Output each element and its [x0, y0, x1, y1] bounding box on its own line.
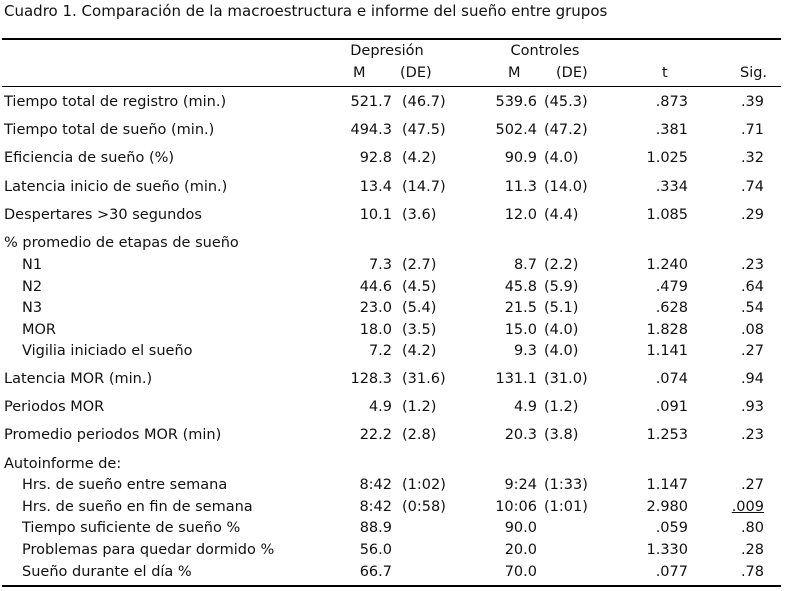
cell-t: 1.085 [646, 207, 688, 223]
cell-sig: .08 [740, 322, 764, 338]
cell-m1: 66.7 [359, 564, 392, 580]
cell-m2: 12.0 [504, 207, 537, 223]
cell-de2: (45.3) [544, 94, 588, 110]
cell-t: 1.253 [646, 427, 688, 443]
header-rule [2, 86, 781, 87]
cell-sig: .78 [740, 564, 764, 580]
cell-de1: (5.4) [402, 300, 437, 316]
cell-sig: .80 [740, 520, 764, 536]
cell-de2: (2.2) [544, 257, 579, 273]
col-header-m2: M [508, 65, 521, 81]
cell-m1: 92.8 [359, 150, 392, 166]
cell-m2: 502.4 [495, 122, 537, 138]
cell-m2: 4.9 [513, 399, 537, 415]
cell-sig: .29 [740, 207, 764, 223]
cell-t: .059 [655, 520, 688, 536]
cell-t: .479 [655, 279, 688, 295]
row-label: Vigilia iniciado el sueño [22, 343, 193, 359]
cell-m2: 70.0 [504, 564, 537, 580]
cell-de2: (5.9) [544, 279, 579, 295]
cell-m1: 44.6 [359, 279, 392, 295]
cell-de1: (3.5) [402, 322, 437, 338]
cell-m1: 4.9 [368, 399, 392, 415]
row-label: Promedio periodos MOR (min) [4, 427, 222, 443]
cell-m2: 15.0 [504, 322, 537, 338]
row-label: Tiempo total de registro (min.) [4, 94, 227, 110]
cell-m2: 9.3 [513, 343, 537, 359]
row-label: Despertares >30 segundos [4, 207, 202, 223]
cell-sig: .64 [740, 279, 764, 295]
cell-t: .628 [655, 300, 688, 316]
row-label: Latencia inicio de sueño (min.) [4, 179, 228, 195]
row-label: Problemas para quedar dormido % [22, 542, 275, 558]
cell-sig: .23 [740, 257, 764, 273]
table-caption: Cuadro 1. Comparación de la macroestructura e informe del sueño entre grupos [4, 2, 608, 20]
row-label: N3 [22, 300, 43, 316]
row-label: Tiempo suficiente de sueño % [22, 520, 241, 536]
row-label: Hrs. de sueño entre semana [22, 477, 228, 493]
cell-t: 1.240 [646, 257, 688, 273]
cell-m2: 90.0 [504, 520, 537, 536]
bottom-rule [2, 585, 781, 587]
cell-m2: 539.6 [495, 94, 537, 110]
cell-t: .381 [655, 122, 688, 138]
cell-sig: .27 [740, 343, 764, 359]
cell-t: 1.330 [646, 542, 688, 558]
cell-sig: .32 [740, 150, 764, 166]
row-label: Tiempo total de sueño (min.) [4, 122, 215, 138]
row-label: Eficiencia de sueño (%) [4, 150, 175, 166]
cell-t: .077 [655, 564, 688, 580]
col-header-sig: Sig. [740, 65, 768, 81]
cell-sig: .54 [740, 300, 764, 316]
cell-m1: 88.9 [359, 520, 392, 536]
cell-m2: 9:24 [504, 477, 537, 493]
cell-t: .074 [655, 371, 688, 387]
cell-de2: (3.8) [544, 427, 579, 443]
cell-sig: .94 [740, 371, 764, 387]
row-label: N2 [22, 279, 43, 295]
cell-sig: .71 [740, 122, 764, 138]
cell-de1: (4.2) [402, 150, 437, 166]
cell-de2: (1.2) [544, 399, 579, 415]
cell-de2: (47.2) [544, 122, 588, 138]
cell-m1: 8:42 [359, 499, 392, 515]
row-label: Latencia MOR (min.) [4, 371, 153, 387]
cell-m1: 8:42 [359, 477, 392, 493]
cell-sig: .28 [740, 542, 764, 558]
cell-de2: (31.0) [544, 371, 588, 387]
cell-m1: 521.7 [350, 94, 392, 110]
col-header-de2: (DE) [556, 65, 588, 81]
cell-m2: 45.8 [504, 279, 537, 295]
cell-de2: (4.4) [544, 207, 579, 223]
cell-m1: 7.3 [368, 257, 392, 273]
cell-t: .334 [655, 179, 688, 195]
cell-sig: .27 [740, 477, 764, 493]
cell-sig: .74 [740, 179, 764, 195]
cell-de1: (14.7) [402, 179, 446, 195]
cell-m1: 128.3 [350, 371, 392, 387]
cell-m1: 56.0 [359, 542, 392, 558]
row-label: N1 [22, 257, 43, 273]
cell-de1: (4.5) [402, 279, 437, 295]
group-header-depresion: Depresión [350, 43, 424, 59]
cell-m2: 21.5 [504, 300, 537, 316]
cell-m2: 20.0 [504, 542, 537, 558]
col-header-t: t [662, 65, 668, 81]
cell-de2: (5.1) [544, 300, 579, 316]
cell-m2: 11.3 [504, 179, 537, 195]
row-label: Hrs. de sueño en fin de semana [22, 499, 253, 515]
row-label: MOR [22, 322, 56, 338]
cell-m1: 18.0 [359, 322, 392, 338]
cell-de1: (1:02) [402, 477, 446, 493]
cell-t: .091 [655, 399, 688, 415]
cell-de1: (2.8) [402, 427, 437, 443]
cell-de1: (2.7) [402, 257, 437, 273]
cell-de1: (46.7) [402, 94, 446, 110]
cell-m2: 20.3 [504, 427, 537, 443]
cell-sig: .39 [740, 94, 764, 110]
cell-m1: 13.4 [359, 179, 392, 195]
row-label: Autoinforme de: [4, 456, 122, 472]
cell-t: 1.147 [646, 477, 688, 493]
cell-sig: .23 [740, 427, 764, 443]
row-label: Sueño durante el día % [22, 564, 192, 580]
cell-m2: 10:06 [495, 499, 537, 515]
cell-de2: (1:01) [544, 499, 588, 515]
cell-de2: (1:33) [544, 477, 588, 493]
cell-t: 2.980 [646, 499, 688, 515]
cell-de1: (47.5) [402, 122, 446, 138]
col-header-de1: (DE) [400, 65, 432, 81]
top-rule [2, 38, 781, 40]
cell-de1: (4.2) [402, 343, 437, 359]
cell-t: .873 [655, 94, 688, 110]
cell-de1: (31.6) [402, 371, 446, 387]
cell-m1: 22.2 [359, 427, 392, 443]
cell-m1: 23.0 [359, 300, 392, 316]
cell-t: 1.828 [646, 322, 688, 338]
col-header-m1: M [353, 65, 366, 81]
cell-de2: (4.0) [544, 322, 579, 338]
cell-t: 1.141 [646, 343, 688, 359]
cell-m2: 8.7 [513, 257, 537, 273]
cell-de1: (3.6) [402, 207, 437, 223]
group-header-controles: Controles [510, 43, 580, 59]
cell-de1: (1.2) [402, 399, 437, 415]
cell-m1: 7.2 [368, 343, 392, 359]
cell-de2: (4.0) [544, 150, 579, 166]
row-label: Periodos MOR [4, 399, 105, 415]
cell-m2: 131.1 [495, 371, 537, 387]
cell-de1: (0:58) [402, 499, 446, 515]
cell-m1: 10.1 [359, 207, 392, 223]
cell-m1: 494.3 [350, 122, 392, 138]
cell-de2: (14.0) [544, 179, 588, 195]
cell-sig: .93 [740, 399, 764, 415]
cell-de2: (4.0) [544, 343, 579, 359]
row-label: % promedio de etapas de sueño [4, 235, 239, 251]
cell-m2: 90.9 [504, 150, 537, 166]
cell-t: 1.025 [646, 150, 688, 166]
cell-sig: .009 [731, 499, 764, 515]
